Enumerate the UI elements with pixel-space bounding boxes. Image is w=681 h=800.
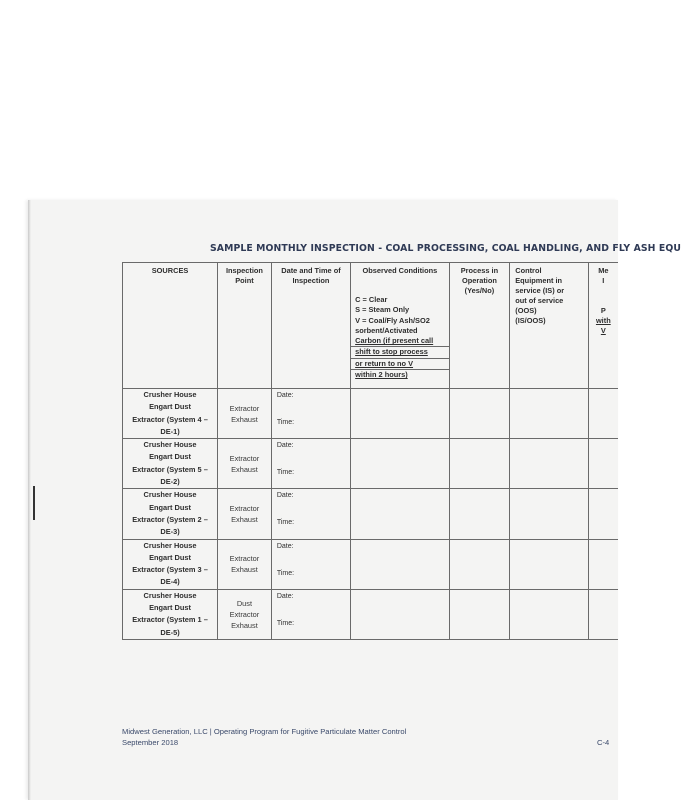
cut-off-cell — [588, 439, 618, 489]
observed-cell[interactable] — [351, 439, 450, 489]
source-cell: Crusher House Engart Dust Extractor (System 3 – DE-4) — [123, 539, 218, 589]
cut-off-cell — [588, 589, 618, 639]
page-edge-shadow — [28, 200, 31, 800]
legend-visible: V = Coal/Fly Ash/SO2 — [355, 315, 430, 325]
observed-cell[interactable] — [351, 489, 450, 539]
cut-off-cell — [588, 539, 618, 589]
legend-action-1: Carbon (if present call — [355, 336, 434, 346]
source-cell: Crusher House Engart Dust Extractor (System 5 – DE-2) — [123, 439, 218, 489]
control-cell[interactable] — [510, 589, 588, 639]
control-cell[interactable] — [510, 489, 588, 539]
date-time-cell[interactable]: Date: Time: — [271, 489, 350, 539]
legend-clear: C = Clear — [355, 295, 388, 304]
observed-cell[interactable] — [351, 389, 450, 439]
scan-margin-mark — [33, 486, 35, 520]
date-time-cell[interactable]: Date: Time: — [271, 439, 350, 489]
table-row — [123, 389, 619, 439]
date-time-cell[interactable]: Date: Time: — [271, 539, 350, 589]
page-number: C-4 — [597, 738, 610, 747]
process-cell[interactable] — [449, 589, 510, 639]
footer-date: September 2018 — [122, 738, 179, 747]
table-row — [123, 439, 619, 489]
date-time-cell[interactable]: Date: Time: — [271, 589, 350, 639]
source-cell: Crusher House Engart Dust Extractor (System 1 – DE-5) — [123, 589, 218, 639]
header-date-time: Date and Time of Inspection — [271, 263, 350, 389]
table-row — [123, 539, 619, 589]
footer-company: Midwest Generation, LLC | Operating Program for Fugitive Particulate Matter Control — [122, 727, 407, 736]
header-control-equipment: Control Equipment in service (IS) or out of service (OOS) (IS/OOS) — [510, 263, 588, 389]
process-cell[interactable] — [449, 489, 510, 539]
observed-cell[interactable] — [351, 539, 450, 589]
table-row — [123, 589, 619, 639]
inspection-table — [122, 262, 618, 640]
source-cell: Crusher House Engart Dust Extractor (System 2 – DE-3) — [123, 489, 218, 539]
legend-action-3: or return to no V — [351, 358, 449, 369]
legend-visible-cont: sorbent/Activated — [355, 325, 418, 335]
inspection-point-cell: Extractor Exhaust — [218, 539, 272, 589]
source-cell: Crusher House Engart Dust Extractor (System 4 – DE-1) — [123, 389, 218, 439]
legend-steam: S = Steam Only — [355, 305, 410, 315]
observed-cell[interactable] — [351, 589, 450, 639]
legend-action-4: within 2 hours) — [351, 369, 449, 380]
header-observed-conditions: Observed Conditions C = Clear S = Steam Only V = Coal/Fly Ash/SO2 sorbent/Activated Carbon (if present call shift to stop process or return to no V within 2 hours) — [351, 263, 450, 389]
cut-off-cell — [588, 489, 618, 539]
document-title: SAMPLE MONTHLY INSPECTION - COAL PROCESSING, COAL HANDLING, AND FLY ASH EQU — [210, 243, 681, 254]
process-cell[interactable] — [449, 439, 510, 489]
date-time-cell[interactable]: Date: Time: — [271, 389, 350, 439]
process-cell[interactable] — [449, 539, 510, 589]
control-cell[interactable] — [510, 389, 588, 439]
table-row — [123, 489, 619, 539]
inspection-point-cell: Extractor Exhaust — [218, 489, 272, 539]
legend-action-2: shift to stop process — [351, 346, 449, 357]
control-cell[interactable] — [510, 539, 588, 589]
header-inspection-point: Inspection Point — [218, 263, 272, 389]
inspection-point-cell: Dust Extractor Exhaust — [218, 589, 272, 639]
cut-off-cell — [588, 389, 618, 439]
table-header-row — [123, 263, 619, 389]
control-cell[interactable] — [510, 439, 588, 489]
header-sources: SOURCES — [123, 263, 218, 389]
header-cut-off-column: Me I P with V — [588, 263, 618, 389]
inspection-point-cell: Extractor Exhaust — [218, 439, 272, 489]
inspection-point-cell: Extractor Exhaust — [218, 389, 272, 439]
process-cell[interactable] — [449, 389, 510, 439]
header-process-operation: Process in Operation (Yes/No) — [449, 263, 510, 389]
